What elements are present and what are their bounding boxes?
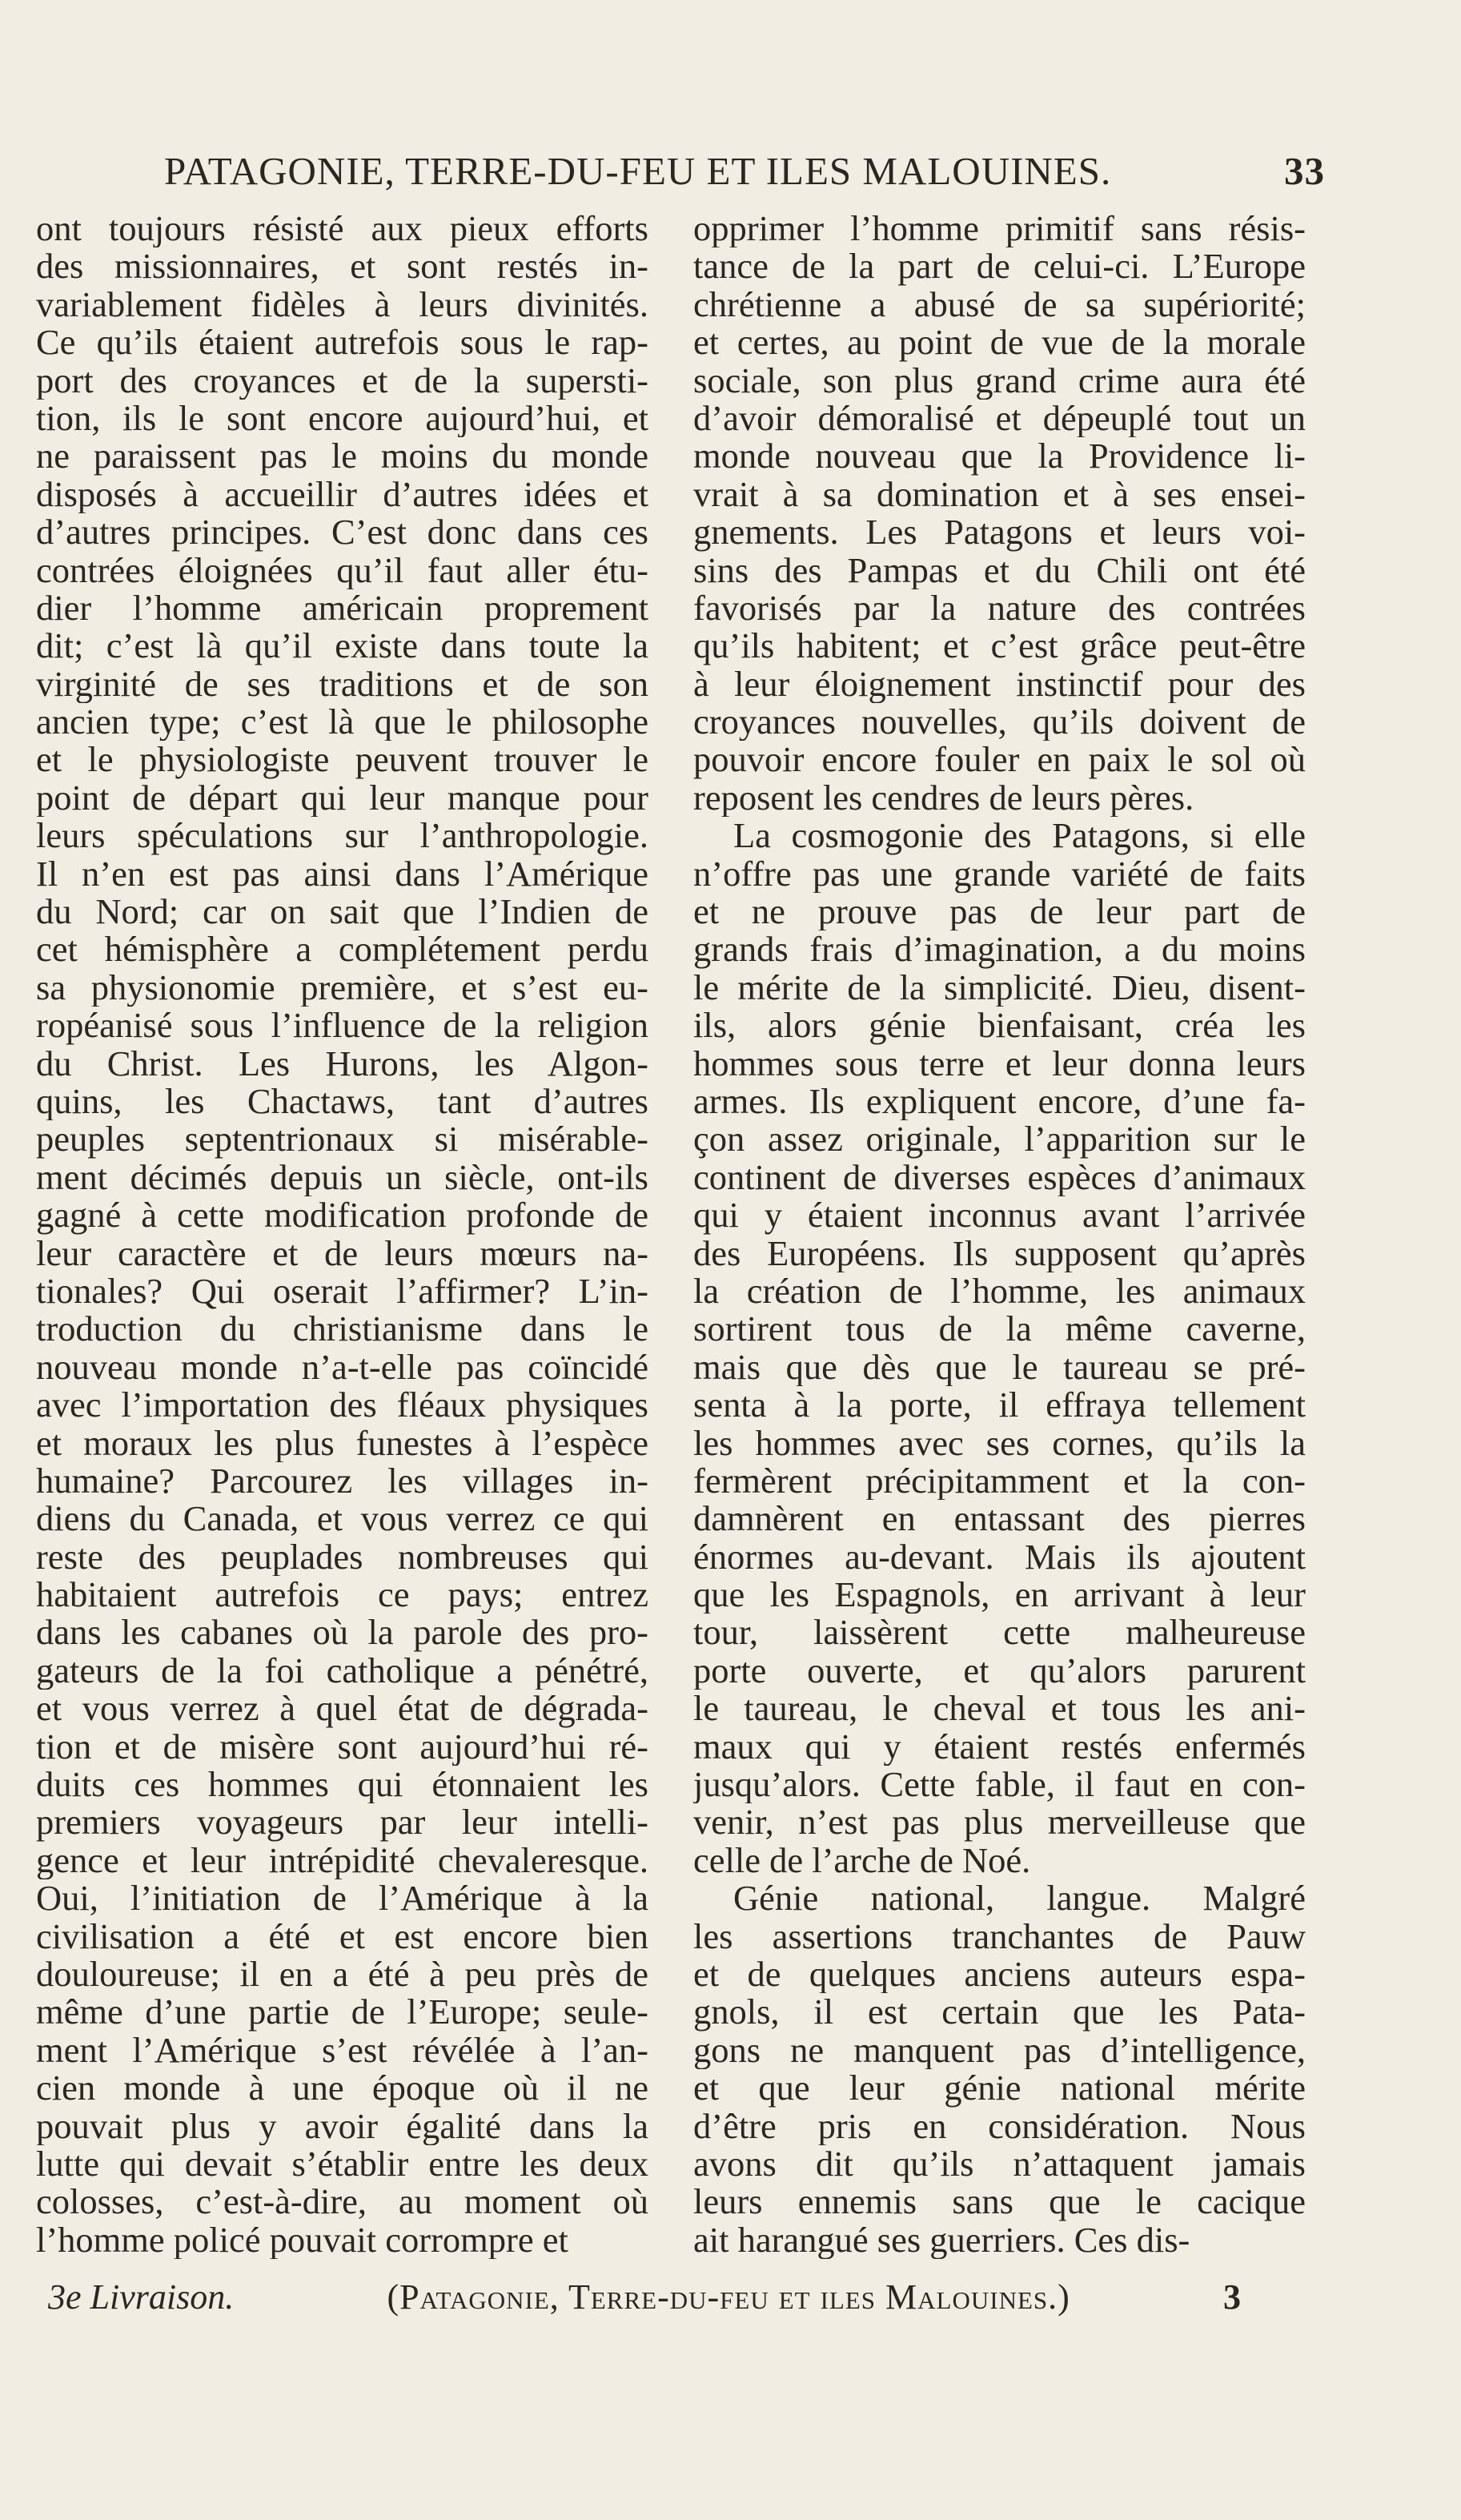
text-line: des missionnaires, et sont restés in- <box>36 247 648 286</box>
footer <box>48 2273 1241 2321</box>
text-line: gence et leur intrépidité chevaleresque. <box>36 1841 648 1880</box>
text-line: gateurs de la foi catholique a pénétré, <box>36 1651 648 1690</box>
text-line: continent de diverses espèces d’animaux <box>693 1158 1306 1197</box>
text-line: et de quelques anciens auteurs espa- <box>693 1955 1306 1994</box>
text-line: premiers voyageurs par leur intelli- <box>36 1803 648 1842</box>
text-line: La cosmogonie des Patagons, si elle <box>733 817 1306 855</box>
text-line: et certes, au point de vue de la morale <box>693 324 1306 362</box>
text-line: sins des Pampas et du Chili ont été <box>693 551 1306 589</box>
text-line: ancien type; c’est là que le philosophe <box>36 703 648 742</box>
text-line: gnements. Les Patagons et leurs voi- <box>693 513 1306 552</box>
text-line: n’offre pas une grande variété de faits <box>693 854 1306 894</box>
text-line: gons ne manquent pas d’intelligence, <box>693 2031 1306 2070</box>
text-line: et que leur génie national mérite <box>693 2069 1306 2108</box>
text-line: reste des peuplades nombreuses qui <box>36 1537 648 1577</box>
text-line: les hommes avec ses cornes, qu’ils la <box>693 1424 1306 1462</box>
text-line: lutte qui devait s’établir entre les deux <box>36 2144 648 2184</box>
text-line: vrait à sa domination et à ses ensei- <box>693 475 1306 514</box>
text-line: reposent les cendres de leurs pères. <box>693 778 1194 818</box>
text-line: tour, laissèrent cette malheureuse <box>693 1614 1306 1652</box>
text-line: port des croyances et de la supersti- <box>36 361 648 400</box>
text-line: chrétienne a abusé de sa supériorité; <box>693 285 1306 324</box>
text-line: pouvoir encore fouler en paix le sol où <box>693 741 1306 779</box>
text-line: que les Espagnols, en arrivant à leur <box>693 1576 1306 1614</box>
text-line: tion et de misère sont aujourd’hui ré- <box>36 1727 648 1766</box>
text-line: du Christ. Les Hurons, les Algon- <box>36 1044 648 1083</box>
text-line: humaine? Parcourez les villages in- <box>36 1461 648 1501</box>
running-header <box>164 143 1325 199</box>
footer-signature: 3e Livraison. <box>48 2277 235 2317</box>
text-line: nouveau monde n’a-t-elle pas coïncidé <box>36 1348 648 1387</box>
text-line: ment l’Amérique s’est révélée à l’an- <box>36 2031 648 2070</box>
text-line: quins, les Chactaws, tant d’autres <box>36 1082 648 1121</box>
text-line: mais que dès que le taureau se pré- <box>693 1348 1306 1387</box>
text-line: d’être pris en considération. Nous <box>693 2107 1306 2145</box>
text-line: virginité de ses traditions et de son <box>36 665 648 704</box>
text-line: troduction du christianisme dans le <box>36 1310 648 1348</box>
page-number: 33 <box>1284 148 1325 193</box>
text-line: monde nouveau que la Providence li- <box>693 437 1306 476</box>
text-line: ropéanisé sous l’influence de la religion <box>36 1007 648 1045</box>
text-line: celle de l’arche de Noé. <box>693 1841 1031 1880</box>
text-line: Ce qu’ils étaient autrefois sous le rap- <box>36 324 648 362</box>
text-line: Génie national, langue. Malgré <box>733 1879 1306 1918</box>
text-line: fermèrent précipitamment et la con- <box>693 1461 1306 1501</box>
text-line: d’avoir démoralisé et dépeuplé tout un <box>693 399 1306 438</box>
text-line: croyances nouvelles, qu’ils doivent de <box>693 703 1306 742</box>
text-line: tion, ils le sont encore aujourd’hui, et <box>36 399 648 438</box>
text-line: cet hémisphère a complétement perdu <box>36 930 648 969</box>
text-line: dit; c’est là qu’il existe dans toute la <box>36 627 648 665</box>
text-line: leur caractère et de leurs mœurs na- <box>36 1234 648 1272</box>
text-line: le taureau, le cheval et tous les ani- <box>693 1690 1306 1728</box>
text-line: jusqu’alors. Cette fable, il faut en con- <box>693 1766 1306 1804</box>
text-line: et vous verrez à quel état de dégrada- <box>36 1690 648 1728</box>
text-line: sociale, son plus grand crime aura été <box>693 361 1306 400</box>
text-line: qui y étaient inconnus avant l’arrivée <box>693 1196 1306 1235</box>
text-line: et moraux les plus funestes à l’espèce <box>36 1424 648 1462</box>
text-line: dans les cabanes où la parole des pro- <box>36 1614 648 1652</box>
text-line: hommes sous terre et leur donna leurs <box>693 1044 1306 1083</box>
text-line: contrées éloignées qu’il faut aller étu- <box>36 551 648 589</box>
text-line: avons dit qu’ils n’attaquent jamais <box>693 2144 1306 2184</box>
text-line: ils, alors génie bienfaisant, créa les <box>693 1007 1306 1045</box>
text-line: le mérite de la simplicité. Dieu, disent- <box>693 968 1306 1007</box>
footer-title: (Patagonie, Terre-du-feu et iles Malouines.) <box>387 2277 1070 2317</box>
text-line: sa physionomie première, et s’est eu- <box>36 968 648 1007</box>
text-line: sortirent tous de la même caverne, <box>693 1310 1306 1348</box>
left-column <box>36 210 648 2259</box>
text-line: armes. Ils expliquent encore, d’une fa- <box>693 1082 1306 1121</box>
footer-number: 3 <box>1223 2277 1241 2317</box>
text-line: énormes au-devant. Mais ils ajoutent <box>693 1537 1306 1577</box>
text-line: çon assez originale, l’apparition sur le <box>693 1120 1306 1159</box>
text-line: à leur éloignement instinctif pour des <box>693 665 1306 704</box>
text-line: duits ces hommes qui étonnaient les <box>36 1766 648 1804</box>
text-line: ont toujours résisté aux pieux efforts <box>36 210 648 248</box>
text-line: venir, n’est pas plus merveilleuse que <box>693 1803 1306 1842</box>
text-line: tionales? Qui oserait l’affirmer? L’in- <box>36 1272 648 1311</box>
text-line: et ne prouve pas de leur part de <box>693 893 1306 931</box>
text-line: grands frais d’imagination, a du moins <box>693 930 1306 969</box>
text-line: l’homme policé pouvait corrompre et <box>36 2221 568 2260</box>
text-line: ne paraissent pas le moins du monde <box>36 437 648 476</box>
text-line: douloureuse; il en a été à peu près de <box>36 1955 648 1994</box>
text-line: d’autres principes. C’est donc dans ces <box>36 513 648 552</box>
text-line: du Nord; car on sait que l’Indien de <box>36 893 648 931</box>
header-title: PATAGONIE, TERRE-DU-FEU ET ILES MALOUINES. <box>164 148 1112 193</box>
text-line: avec l’importation des fléaux physiques <box>36 1386 648 1425</box>
text-line: gagné à cette modification profonde de <box>36 1196 648 1235</box>
text-line: les assertions tranchantes de Pauw <box>693 1917 1306 1955</box>
text-line: variablement fidèles à leurs divinités. <box>36 285 648 324</box>
text-line: cien monde à une époque où il ne <box>36 2069 648 2108</box>
text-line: la création de l’homme, les animaux <box>693 1272 1306 1311</box>
text-line: opprimer l’homme primitif sans résis- <box>693 210 1306 248</box>
text-line: et le physiologiste peuvent trouver le <box>36 741 648 779</box>
text-line: favorisés par la nature des contrées <box>693 589 1306 628</box>
text-line: Il n’en est pas ainsi dans l’Amérique <box>36 854 648 894</box>
text-line: gnols, il est certain que les Pata- <box>693 1993 1306 2032</box>
text-line: colosses, c’est-à-dire, au moment où <box>36 2183 648 2221</box>
right-column <box>693 210 1306 2259</box>
text-line: civilisation a été et est encore bien <box>36 1917 648 1955</box>
text-line: Oui, l’initiation de l’Amérique à la <box>36 1879 648 1918</box>
text-line: disposés à accueillir d’autres idées et <box>36 475 648 514</box>
text-line: dier l’homme américain proprement <box>36 589 648 628</box>
text-line: même d’une partie de l’Europe; seule- <box>36 1993 648 2032</box>
text-line: leurs ennemis sans que le cacique <box>693 2183 1306 2221</box>
text-line: tance de la part de celui-ci. L’Europe <box>693 247 1306 286</box>
text-line: maux qui y étaient restés enfermés <box>693 1727 1306 1766</box>
text-line: diens du Canada, et vous verrez ce qui <box>36 1500 648 1538</box>
text-line: pouvait plus y avoir égalité dans la <box>36 2107 648 2145</box>
text-line: des Européens. Ils supposent qu’après <box>693 1234 1306 1272</box>
text-line: ait harangué ses guerriers. Ces dis- <box>693 2221 1190 2260</box>
text-line: qu’ils habitent; et c’est grâce peut-être <box>693 627 1306 665</box>
text-line: senta à la porte, il effraya tellement <box>693 1386 1306 1425</box>
text-line: point de départ qui leur manque pour <box>36 778 648 818</box>
text-line: peuples septentrionaux si misérable- <box>36 1120 648 1159</box>
text-line: porte ouverte, et qu’alors parurent <box>693 1651 1306 1690</box>
text-line: leurs spéculations sur l’anthropologie. <box>36 817 648 855</box>
text-line: ment décimés depuis un siècle, ont-ils <box>36 1158 648 1197</box>
text-line: damnèrent en entassant des pierres <box>693 1500 1306 1538</box>
text-line: habitaient autrefois ce pays; entrez <box>36 1576 648 1614</box>
